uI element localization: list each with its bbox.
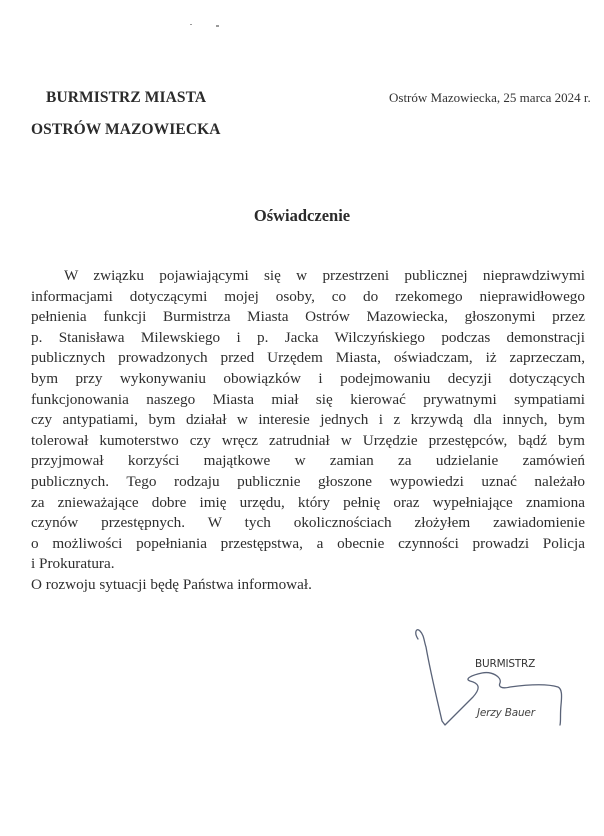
body-line: pełnienia funkcji Burmistrza Miasta Ostrów Mazowiecka, głoszonymi przez: [31, 308, 585, 326]
body-line: przyjmował korzyści majątkowe w zamian za udzielanie zamówień: [31, 452, 585, 470]
body-line: i Prokuratura.: [31, 555, 115, 573]
body-line: p. Stanisława Milewskiego i p. Jacka Wilczyńskiego podczas demonstracji: [31, 328, 585, 346]
body-line: publicznych prowadzonych przed Urzędem Miasta, oświadczam, iż zaprzeczam,: [31, 349, 585, 367]
scan-speck: [190, 24, 192, 25]
scan-speck: [216, 25, 219, 27]
signatory-title: BURMISTRZ: [475, 658, 536, 670]
body-line: o możliwości popełniania przestępstwa, a obecnie czynności prowadzi Policja: [31, 534, 585, 552]
body-line: W związku pojawiającymi się w przestrzeni publicznej nieprawdziwymi: [64, 267, 585, 284]
body-line: za znieważające dobre imię urzędu, który pełnię oraz wypełniające znamiona: [31, 493, 585, 511]
sender-title-line2: OSTRÓW MAZOWIECKA: [31, 121, 221, 138]
body-line: czynów przestępnych. W tych okolicznościach złożyłem zawiadomienie: [31, 514, 585, 532]
statement-body: [31, 266, 585, 596]
body-line: tolerował kumoterstwo czy wręcz zatrudniał w Urzędzie przestępców, bądź bym: [31, 431, 585, 449]
body-line: bym przy wykonywaniu obowiązków i podejmowaniu decyzji dotyczących: [31, 369, 585, 387]
place-and-date: Ostrów Mazowiecka, 25 marca 2024 r.: [389, 90, 591, 105]
body-line: czy antypatiami, bym działał w interesie jednych i z krzywdą dla innych, bym: [31, 411, 585, 429]
sender-title-line1: BURMISTRZ MIASTA: [46, 89, 207, 106]
body-line: publicznych. Tego rodzaju publicznie głoszone wypowiedzi uznać należało: [31, 472, 585, 490]
body-line: funkcjonowania naszego Miasta miał się kierować prywatnymi sympatiami: [31, 390, 585, 408]
signatory-name: Jerzy Bauer: [477, 707, 535, 719]
closing-line: O rozwoju sytuacji będę Państwa informował.: [31, 575, 312, 593]
signature-block: [410, 625, 570, 735]
document-title: Oświadczenie: [253, 206, 351, 225]
body-line: informacjami dotyczącymi mojej osoby, co do rzekomego nieprawidłowego: [31, 287, 585, 305]
